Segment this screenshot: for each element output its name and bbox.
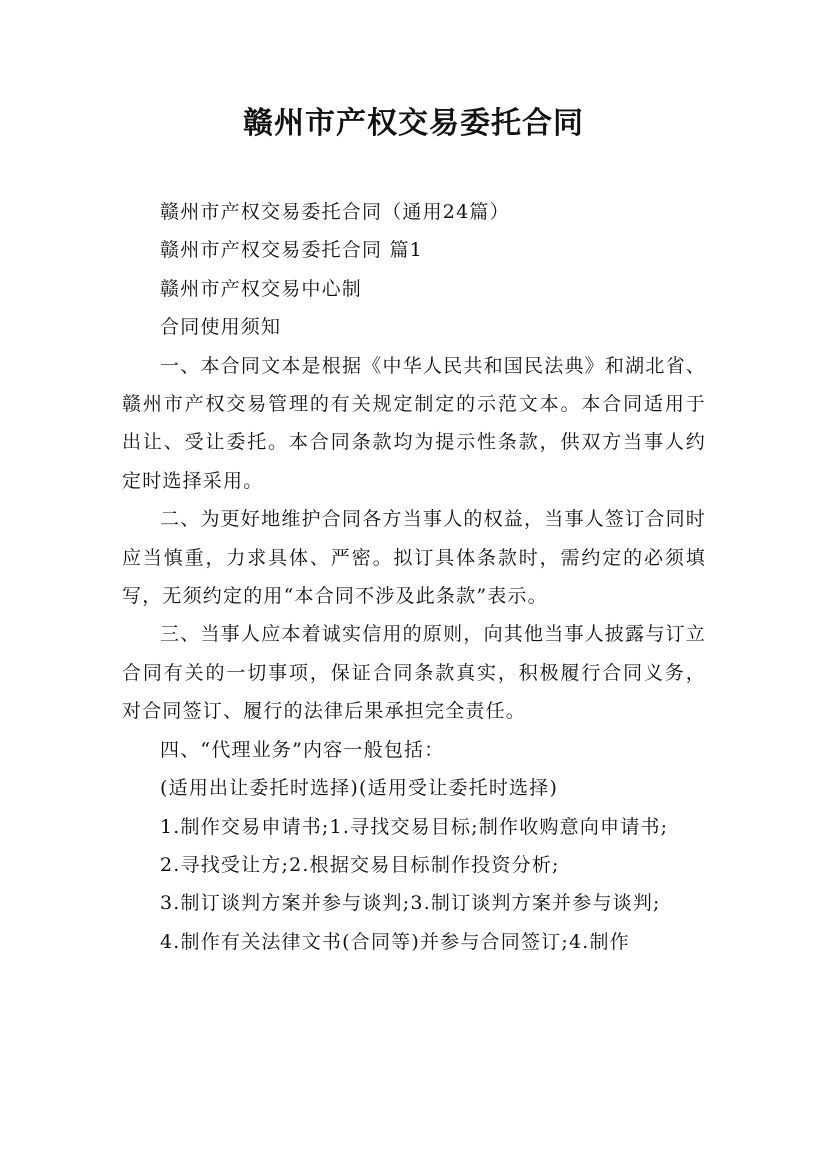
paragraph-notice-1: 一、本合同文本是根据《中华人民共和国民法典》和湖北省、赣州市产权交易管理的有关规定制定的示范文本。本合同适用于出让、受让委托。本合同条款均为提示性条款，供双方当事人约定时选择采用。 xyxy=(122,354,706,492)
paragraph-item-1: 1.制作交易申请书;1.寻找交易目标;制作收购意向申请书; xyxy=(160,815,669,838)
paragraph-issuer: 赣州市产权交易中心制 xyxy=(160,277,363,300)
paragraph-notice-2: 二、为更好地维护合同各方当事人的权益，当事人签订合同时应当慎重，力求具体、严密。拟订具体条款时，需约定的必须填写，无须约定的用“本合同不涉及此条款”表示。 xyxy=(122,508,706,608)
paragraph-item-3: 3.制订谈判方案并参与谈判;3.制订谈判方案并参与谈判; xyxy=(160,892,661,915)
paragraph-item-4: 4.制作有关法律文书(合同等)并参与合同签订;4.制作 xyxy=(160,930,630,953)
document-body xyxy=(122,193,706,961)
paragraph-heading: 赣州市产权交易委托合同（通用24篇） xyxy=(160,201,510,223)
document-title: 赣州市产权交易委托合同 xyxy=(243,106,584,141)
paragraph-item-2: 2.寻找受让方;2.根据交易目标制作投资分析; xyxy=(160,853,560,876)
paragraph-section-title: 赣州市产权交易委托合同 篇1 xyxy=(160,239,423,262)
paragraph-notice-3: 三、当事人应本着诚实信用的原则，向其他当事人披露与订立合同有关的一切事项，保证合同条款真实，积极履行合同义务，对合同签订、履行的法律后果承担完全责任。 xyxy=(122,623,706,723)
paragraph-notice-heading: 合同使用须知 xyxy=(160,316,282,339)
paragraph-options: (适用出让委托时选择)(适用受让委托时选择) xyxy=(160,777,559,800)
paragraph-notice-4: 四、“代理业务”内容一般包括： xyxy=(160,738,445,761)
